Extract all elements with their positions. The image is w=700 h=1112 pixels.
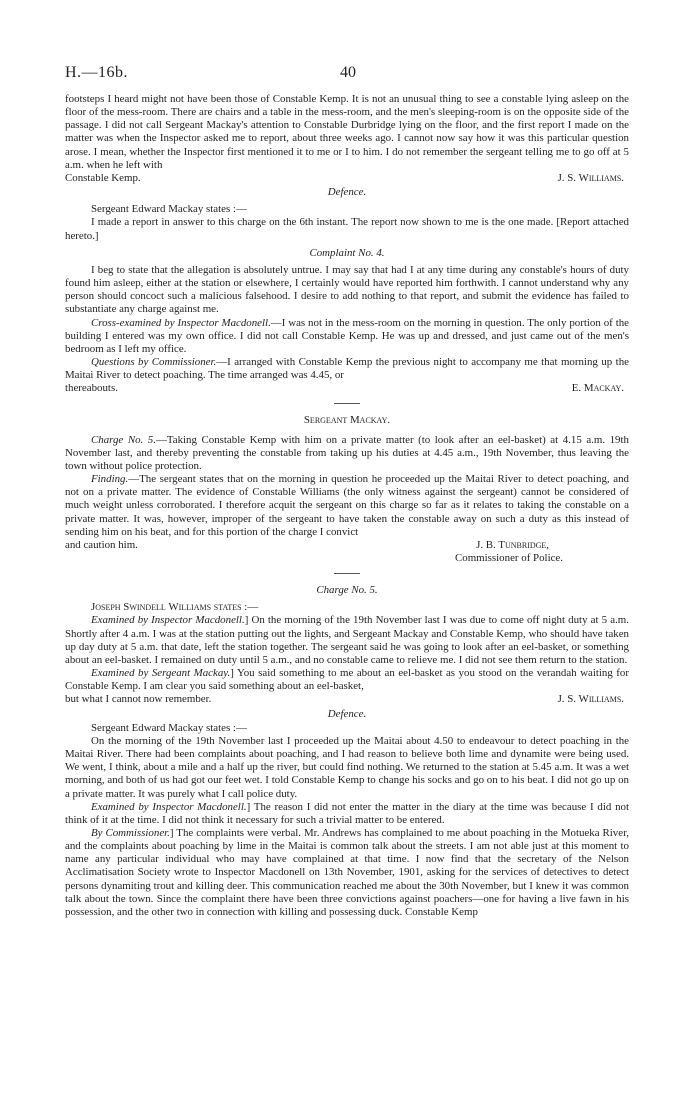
text: ] The reason I did not enter the matter in the diary at the time was because I did not think of it at the time. I did not think it necessary for such a trivial matter to be entered.	[65, 800, 630, 826]
text: —Taking Constable Kemp with him on a private matter (to look after an eel-basket) at 4.15 a.m. 19th November last, and thereby preventing the constable from taking up his duties at 4.45 a.m., 19th November, thus leaving the town without police protection.	[65, 433, 629, 472]
signature-williams: J. S. Williams.	[557, 693, 624, 706]
paragraph	[65, 801, 629, 827]
document-body	[65, 93, 629, 919]
heading-charge-5: Charge No. 5.	[316, 584, 378, 597]
text: —I arranged with Constable Kemp the previous night to accompany me that morning up the Maitai River to detect poaching. The time arranged was 4.45, or	[65, 355, 629, 382]
paragraph	[65, 473, 629, 539]
signature-line	[65, 539, 629, 552]
paragraph: I beg to state that the allegation is absolutely untrue. I may say that had I at any time during any constable's hours of duty found him asleep, either at the station or elsewhere, I certainly would have reported him forthwith. I cannot understand why any person should concoct such a malicious falsehood. I desire to add nothing to that report, and submit the evidence has failed to substantiate any charge against me.	[65, 263, 629, 316]
label: Examined by Inspector Macdonell.	[91, 614, 245, 627]
speaker-intro: Joseph Swindell Williams states :—	[91, 601, 259, 614]
paragraph	[65, 356, 629, 382]
signature-line	[65, 172, 629, 185]
section-divider	[334, 403, 360, 404]
paragraph	[65, 614, 629, 667]
section-divider	[334, 573, 360, 574]
paragraph-end: but what I cannot now remember.	[65, 693, 212, 706]
label: Finding.	[91, 473, 129, 486]
heading-defence: Defence.	[327, 707, 367, 720]
speaker-text: Sergeant Edward Mackay states :—	[91, 203, 247, 216]
text: ] The complaints were verbal. Mr. Andrews has complained to me about poaching in the Motueka River, and the complaints about poaching by lime in the Maitai is common talk about the streets. I am not able just at this moment to name any particular individual who may have complained at that time. I now find that the secretary of the Nelson Acclimatisation Society wrote to Inspector Macdonell on 13th November, 1901, asking for the services of detectives to detect persons dynamiting trout and killing deer. This communication reached me about the 30th November, but I knew it was common talk about the town. Since the complaint there have been three convictions against poachers—one for having a live fawn in his possession, and the other two in connection with killing and possessing duck. Constable Kemp	[65, 826, 630, 918]
paragraph: I made a report in answer to this charge on the 6th instant. The report now shown to me is the one made. [Report attached hereto.]	[65, 216, 629, 242]
label: Cross-examined by Inspector Macdonell.	[91, 316, 271, 329]
signature-williams: J. S. Williams.	[557, 171, 624, 184]
paragraph	[65, 667, 629, 693]
paragraph: footsteps I heard might not have been those of Constable Kemp. It is not an unusual thing to see a constable lying asleep on the floor of the mess-room. There are chairs and a table in the mess-room, and the men's sleeping-room is on the opposite side of the passage. I did not call Sergeant Mackay's attention to Constable Durbridge lying on the floor, and the first report I made on the matter was when the Inspector asked me to report, about three weeks ago. I cannot now say how it was this particular question arose. I mean, whether the Inspector first mentioned it to me or I to him. I do not remember the sergeant telling me to go off at 5 a.m. when he left with	[65, 93, 629, 171]
heading-sergeant-mackay: Sergeant Mackay.	[303, 414, 391, 427]
signature-line	[65, 693, 629, 706]
paragraph-end: and caution him.	[65, 538, 138, 551]
label: By Commissioner.	[91, 826, 170, 839]
paragraph	[65, 434, 629, 473]
speaker-intro	[65, 203, 629, 216]
paragraph: On the morning of the 19th November last I proceeded up the Maitai about 4.50 to endeavour to detect poaching in the Maitai River. There had been complaints about poaching, and I had reason to believe both lime and dynamite were being used. We went, I think, about a mile and a half up the river, but could find nothing. We returned to the station at 5.45 a.m. It was a wet morning, and both of us had got our feet wet. I told Constable Kemp to change his socks and go on to his beat. I did not go up on a private matter. It was purely what I call police duty.	[65, 734, 629, 800]
label: Charge No. 5.	[91, 433, 156, 446]
signature-title: Commissioner of Police.	[455, 552, 563, 564]
text: —The sergeant states that on the morning in question he proceeded up the Maitai River to detect poaching, and not on a private matter. The evidence of Constable Williams (the only witness against the sergeant) cannot be considered of much weight unless corroborated. I therefore acquit the sergeant on this charge so far as it relates to taking the constable on a private matter. It was, however, improper of the sergeant to have taken the constable away on such a duty as this instead of sending him on his beat, and for this portion of the charge I convict	[65, 473, 629, 538]
text: ] You said something to me about an eel-basket as you stood on the verandah waiting for Constable Kemp. I am clear you said something about an eel-basket,	[65, 667, 629, 693]
document-reference: H.—16b.	[65, 64, 129, 81]
heading-defence: Defence.	[327, 186, 367, 199]
paragraph	[65, 317, 629, 356]
label: Examined by Sergeant Mackay.	[91, 667, 231, 680]
signature-line	[65, 382, 629, 395]
speaker-intro: Sergeant Edward Mackay states :—	[91, 721, 247, 734]
label: Questions by Commissioner.	[91, 355, 217, 368]
signature-mackay: E. Mackay.	[571, 382, 624, 395]
text: ] On the morning of the 19th November last I was due to come off night duty at 5 a.m. Shortly after 4 a.m. I was at the station putting out the lights, and Sergeant Mackay and Constable Kemp, who should have taken up day duty at 5 a.m. that date, left the station together. The sergeant said he was going to look after an eel-basket, or something about an eel-basket. I remained on duty until 5 a.m., and no constable came to relieve me. I did not see them return to the station.	[65, 614, 630, 666]
paragraph-end: thereabouts.	[65, 382, 118, 395]
label: Examined by Inspector Macdonell.	[91, 800, 247, 813]
paragraph-end: Constable Kemp.	[65, 171, 141, 184]
heading-complaint-4: Complaint No. 4.	[309, 246, 385, 259]
text: —I was not in the mess-room on the morning in question. The only portion of the building I entered was my own office. I did not call Constable Kemp. He was up and dressed, and just came out of the men's bedroom as I left my office.	[65, 316, 630, 355]
paragraph	[65, 827, 629, 919]
signature-tunbridge: J. B. Tunbridge,	[476, 538, 549, 551]
page-number: 40	[340, 64, 356, 81]
